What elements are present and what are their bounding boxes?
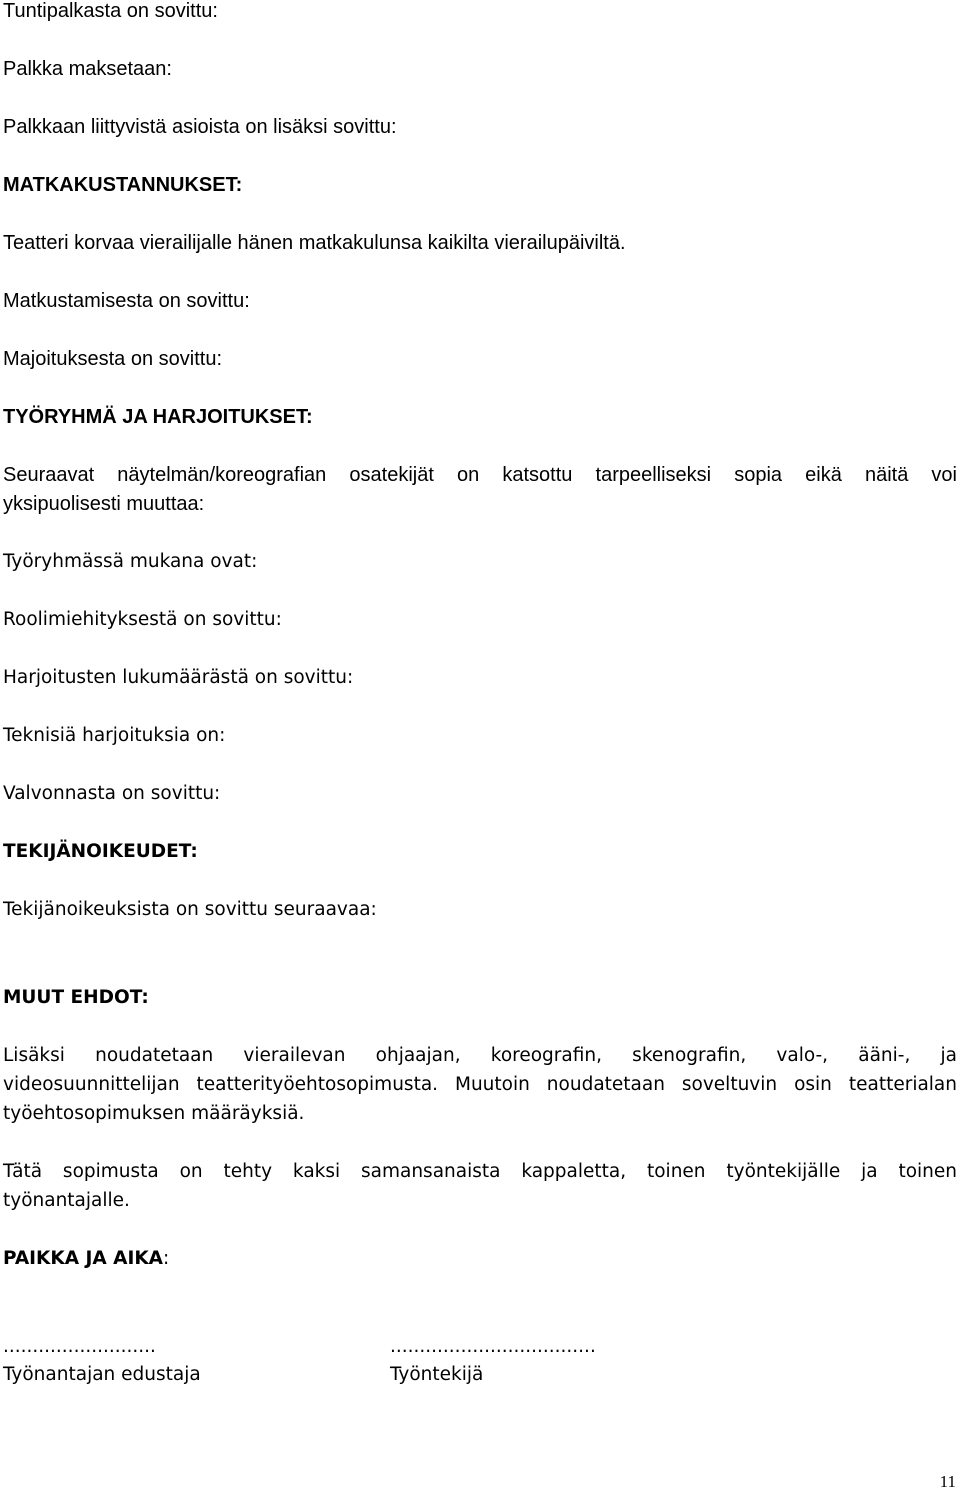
technical-rehearsals-line: Teknisiä harjoituksia on: [3,725,226,746]
hourly-wage-line: Tuntipalkasta on sovittu: [3,0,218,22]
wage-payment-line: Palkka maksetaan: [3,58,172,80]
employer-signature-label: Työnantajan edustaja [3,1364,201,1385]
place-and-time-colon: : [163,1248,170,1269]
workgroup-intro-line-2: yksipuolisesti muuttaa: [3,493,205,515]
place-and-time-label: PAIKKA JA AIKA [3,1248,163,1269]
workgroup-members-line: Työryhmässä mukana ovat: [3,551,258,572]
travel-agreement-line: Matkustamisesta on sovittu: [3,290,250,312]
wage-additional-line: Palkkaan liittyvistä asioista on lisäksi sovittu: [3,116,397,138]
travel-costs-heading: MATKAKUSTANNUKSET: [3,174,243,196]
other-terms-line-3: työehtosopimuksen määräyksiä. [3,1103,305,1124]
casting-line: Roolimiehityksestä on sovittu: [3,609,282,630]
other-terms-line-1: Lisäksi noudatetaan vierailevan ohjaajan, koreografin, skenografin, valo-, ääni-, ja [3,1045,957,1066]
place-and-time-heading [3,1249,169,1269]
other-terms-line-2: videosuunnittelijan teatterityöehtosopimusta. Muutoin noudatetaan soveltuvin osin teatterialan [3,1074,957,1095]
rehearsal-count-line: Harjoitusten lukumäärästä on sovittu: [3,667,354,688]
copyright-line: Tekijänoikeuksista on sovittu seuraavaa: [3,899,377,920]
contract-copies-line-1: Tätä sopimusta on tehty kaksi samansanaista kappaletta, toinen työntekijälle ja toinen [3,1161,957,1182]
workgroup-heading: TYÖRYHMÄ JA HARJOITUKSET: [3,406,313,428]
copyright-heading: TEKIJÄNOIKEUDET: [3,841,198,862]
page-number: 11 [939,1472,956,1491]
employee-signature-line: ................................... [390,1336,596,1357]
workgroup-intro-line-1: Seuraavat näytelmän/koreografian osatekijät on katsottu tarpeelliseksi sopia eikä näitä voi [3,464,957,486]
accommodation-line: Majoituksesta on sovittu: [3,348,222,370]
contract-copies-line-2: työnantajalle. [3,1190,130,1211]
travel-compensation-line: Teatteri korvaa vierailijalle hänen matkakulunsa kaikilta vierailupäiviltä. [3,232,626,254]
employer-signature-line: .......................... [3,1336,156,1357]
employee-signature-label: Työntekijä [390,1364,484,1385]
supervision-line: Valvonnasta on sovittu: [3,783,221,804]
other-terms-heading: MUUT EHDOT: [3,987,149,1008]
